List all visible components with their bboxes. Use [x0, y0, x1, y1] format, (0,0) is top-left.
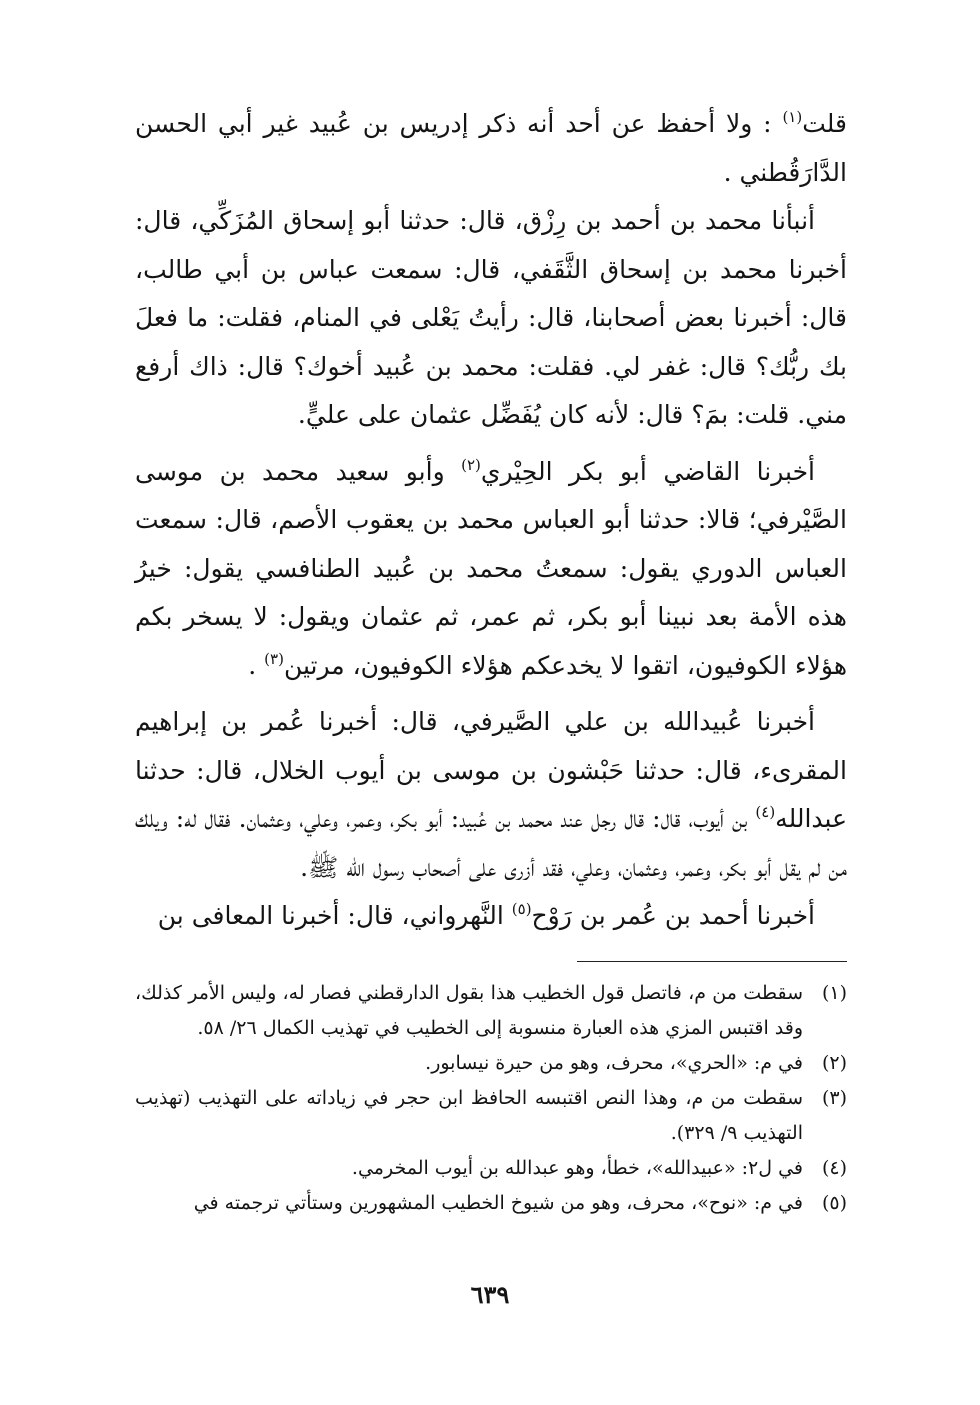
footnote-divider [577, 961, 847, 962]
footnote-ref-5: (٥) [511, 900, 532, 918]
footnote-number: (١) [821, 981, 847, 1004]
footnote-number: (٥) [821, 1191, 847, 1214]
footnote-text: سقطت من م، فاتصل قول الخطيب هذا بقول الدارقطني فصار له، وليس الأمر كذلك، وقد اقتبس المزي هذه العبارة منسوبة إلى الخطيب في تهذيب الكمال ٢٦/ ٥٨. [135, 981, 803, 1039]
paragraph-4 [135, 698, 847, 892]
page-number: ٦٣٩ [470, 1280, 510, 1309]
page [135, 100, 847, 1221]
paragraph-gap [135, 690, 847, 698]
paragraph-1-text-b: : ولا أحفظ عن أحد أنه ذكر إدريس بن عُبيد غير أبي الحسن الدَّارَقُطني . [135, 109, 847, 187]
paragraph-1 [135, 100, 847, 197]
paragraph-4-text-a: أخبرنا عُبيدالله بن علي الصَّيرفي، قال: أخبرنا عُمر بن إبراهيم المقرىء، قال: حدثنا حَبْشون بن موسى بن أيوب الخلال، قال: حدثنا عبدالله [135, 707, 847, 833]
footnote-number: (٤) [821, 1156, 847, 1179]
paragraph-3-text-a: أخبرنا القاضي أبو بكر الحِيْري [480, 456, 815, 486]
footnote-text: في ل٢: «عبيدالله»، خطأ، وهو عبدالله بن أيوب المخرمي. [351, 1156, 803, 1179]
footnote-ref-2: (٢) [461, 455, 481, 474]
paragraph-2-text: أنبأنا محمد بن أحمد بن رِزْق، قال: حدثنا أبو إسحاق المُزَكِّي، قال: أخبرنا محمد بن إسحاق الثَّقَفي، قال: سمعت عباس بن أبي طالب، قال: أخبرنا بعض أصحابنا، قال: رأيتُ يَعْلى في المنام، فقلت: ما فعلَ بك ربُّك؟ قال: غفر لي. فقلت: محمد بن عُبيد أخوك؟ قال: ذاك أرفع مني. قلت: بمَ؟ قال: لأنه كان يُفَضِّل عثمان على عليٍّ. [135, 206, 847, 429]
footnotes [135, 976, 847, 1221]
footnote-ref-3: (٣) [264, 649, 284, 668]
footnote-2 [135, 1046, 847, 1081]
paragraph-5 [135, 892, 847, 941]
paragraph-3-text-b: وأبو سعيد محمد بن موسى الصَّيْرفي؛ قالا: حدثنا أبو العباس محمد بن يعقوب الأصم، قال: سمعت العباس الدوري يقول: سمعتُ محمد بن عُبيد الطنافسي يقول: خيرُ هذه الأمة بعد نبينا أبو بكر، ثم عمر، ثم عثمان ويقول: لا يسخر بكم هؤلاء الكوفيون، اتقوا لا يخدعكم هؤلاء الكوفيون، مرتين [135, 456, 847, 680]
paragraph-5-text-b: النَّهرواني، قال: أخبرنا المعافى بن [157, 901, 512, 930]
paragraph-5-text-a: أخبرنا أحمد بن عُمر بن رَوْح [531, 901, 815, 930]
footnote-text: في م: «الحري»، محرف، وهو من حيرة نيسابور. [425, 1051, 803, 1074]
paragraph-4-text-b: بن أيوب، قال: قال رجل عند محمد بن عُبيد: أبو بكر، وعمر، وعلي، وعثمان. فقال له: ويلك من لم يقل أبو بكر، وعمر، وعثمان، وعلي، فقد أزرى على أصحاب رسول الله ﷺ. [135, 804, 847, 882]
footnote-4 [135, 1151, 847, 1186]
footnote-text: في م: «نوح»، محرف، وهو من شيوخ الخطيب المشهورين وستأتي ترجمته في [193, 1191, 803, 1214]
footnote-number: (٣) [821, 1086, 847, 1109]
footnote-ref-4: (٤) [755, 803, 776, 821]
paragraph-1-text-a: قلت [802, 109, 847, 138]
footnote-text: سقطت من م، وهذا النص اقتبسه الحافظ ابن حجر في زياداته على التهذيب (تهذيب التهذيب ٩/ ٣٢٩). [135, 1086, 803, 1144]
footnote-5 [135, 1186, 847, 1221]
paragraph-3-text-c: . [248, 650, 265, 680]
main-text [135, 100, 847, 941]
footnote-3 [135, 1081, 847, 1151]
footnote-ref-1: (١) [782, 108, 803, 126]
footnote-1 [135, 976, 847, 1046]
paragraph-gap [135, 440, 847, 448]
footnote-number: (٢) [821, 1051, 847, 1074]
paragraph-2 [135, 197, 847, 440]
paragraph-3 [135, 448, 847, 691]
